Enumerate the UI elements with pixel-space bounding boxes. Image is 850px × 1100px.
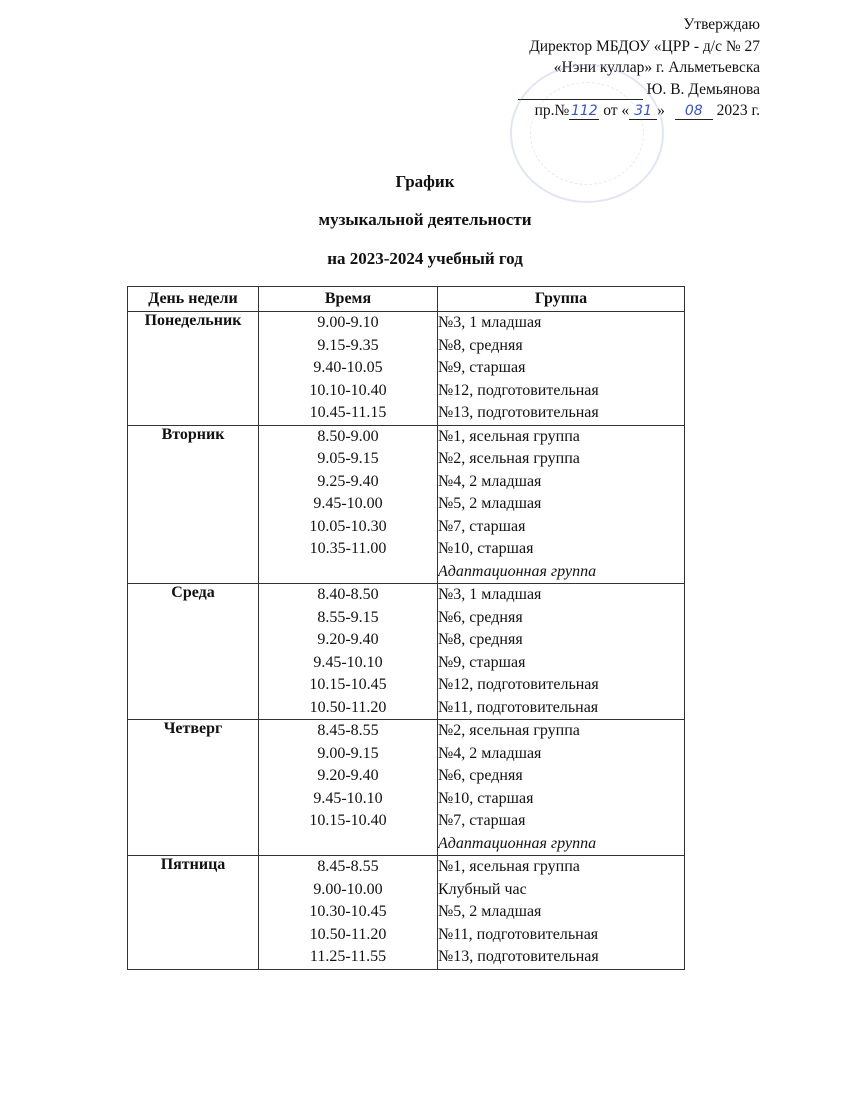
header-group: Группа [438, 287, 685, 312]
order-year: 2023 г. [716, 102, 760, 119]
time-slot: 9.00-9.10 [317, 314, 379, 331]
document-title: График [395, 172, 455, 191]
group-entry: №4, 2 младшая [438, 472, 542, 490]
table-row [128, 856, 685, 970]
header-day: День недели [128, 287, 259, 312]
order-number: 112 [570, 103, 598, 119]
group-entry: №2, ясельная группа [438, 722, 580, 739]
time-slot: 9.25-9.40 [317, 472, 379, 490]
group-entry: №1, ясельная группа [438, 427, 580, 445]
group-cell [438, 312, 685, 426]
document-year: на 2023-2024 учебный год [327, 249, 523, 268]
time-slot: 9.20-9.40 [317, 767, 379, 784]
signature-name: Ю. В. Демьянова [646, 80, 760, 98]
time-slot: 10.45-11.15 [309, 404, 387, 421]
time-slot: 9.45-10.10 [313, 653, 383, 671]
time-slot: 10.30-10.45 [309, 903, 387, 920]
table-row [128, 312, 685, 426]
time-slot: 8.50-9.00 [317, 427, 379, 445]
group-entry: №3, 1 младшая [438, 586, 542, 603]
table-row [128, 584, 685, 720]
order-month: 08 [675, 103, 713, 120]
group-entry: №2, ясельная группа [438, 450, 580, 467]
approval-line-1: Утверждаю [683, 16, 760, 33]
day-cell: Понедельник [128, 312, 259, 426]
group-cell [438, 856, 685, 970]
time-cell [259, 425, 438, 584]
day-cell: Вторник [128, 425, 259, 584]
group-entry: №13, подготовительная [438, 404, 599, 421]
time-slot: 8.45-8.55 [317, 722, 379, 739]
schedule-table [127, 286, 685, 970]
header-time: Время [259, 287, 438, 312]
time-slot: 10.15-10.45 [309, 676, 387, 693]
table-row [128, 425, 685, 584]
group-entry: №11, подготовительная [438, 925, 599, 943]
group-entry: №8, средняя [438, 631, 523, 648]
time-slot: 9.45-10.00 [313, 495, 383, 512]
group-entry: №9, старшая [438, 653, 526, 671]
time-slot: 11.25-11.55 [309, 948, 387, 965]
document-subtitle: музыкальной деятельности [318, 210, 532, 229]
approval-line-2: Директор МБДОУ «ЦРР - д/с № 27 [529, 37, 760, 55]
time-slot: 9.00-9.15 [317, 744, 379, 762]
time-slot: 8.40-8.50 [317, 586, 379, 603]
time-slot: 10.10-10.40 [309, 381, 387, 399]
group-cell [438, 584, 685, 720]
order-from: от « [603, 102, 630, 119]
group-entry-extra: Адаптационная группа [438, 834, 597, 852]
group-entry: №1, ясельная группа [438, 858, 580, 875]
time-slot: 8.45-8.55 [317, 858, 379, 875]
group-entry: №10, старшая [438, 540, 534, 557]
time-cell [259, 312, 438, 426]
time-slot: 10.35-11.00 [309, 540, 387, 557]
time-slot: 10.50-11.20 [309, 698, 387, 716]
group-entry: №3, 1 младшая [438, 314, 542, 331]
order-prefix: пр.№ [534, 102, 570, 119]
time-slot: 10.05-10.30 [309, 517, 387, 535]
order-quote-close: » [657, 102, 665, 119]
group-entry: №4, 2 младшая [438, 744, 542, 762]
group-entry: №7, старшая [438, 517, 526, 535]
time-slot: 8.55-9.15 [317, 608, 379, 626]
group-entry: №6, средняя [438, 608, 523, 626]
day-cell: Четверг [128, 720, 259, 856]
time-slot: 9.40-10.05 [313, 359, 383, 376]
group-entry: №12, подготовительная [438, 676, 599, 693]
group-entry: Клубный час [438, 880, 527, 898]
group-entry: №6, средняя [438, 767, 523, 784]
order-day: 31 [629, 103, 657, 120]
time-slot: 10.15-10.40 [309, 812, 387, 829]
time-cell [259, 584, 438, 720]
group-entry: №11, подготовительная [438, 698, 599, 716]
group-entry: №12, подготовительная [438, 381, 599, 399]
time-slot: 9.15-9.35 [317, 336, 379, 354]
group-cell [438, 720, 685, 856]
time-slot: 9.00-10.00 [313, 880, 383, 898]
day-cell: Среда [128, 584, 259, 720]
group-entry: №8, средняя [438, 336, 523, 354]
time-slot: 10.50-11.20 [309, 925, 387, 943]
table-header-row [128, 287, 685, 312]
group-entry: №5, 2 младшая [438, 495, 542, 512]
time-slot: 9.20-9.40 [317, 631, 379, 648]
group-cell [438, 425, 685, 584]
table-row [128, 720, 685, 856]
group-entry: №5, 2 младшая [438, 903, 542, 920]
group-entry: №13, подготовительная [438, 948, 599, 965]
group-entry: №7, старшая [438, 812, 526, 829]
schedule-body [128, 312, 685, 970]
group-entry-extra: Адаптационная группа [438, 562, 597, 580]
time-slot: 9.05-9.15 [317, 450, 379, 467]
time-cell [259, 720, 438, 856]
time-slot: 9.45-10.10 [313, 789, 383, 807]
day-cell: Пятница [128, 856, 259, 970]
approval-line-3: «Нэни куллар» г. Альметьевска [553, 59, 760, 76]
group-entry: №9, старшая [438, 359, 526, 376]
group-entry: №10, старшая [438, 789, 534, 807]
time-cell [259, 856, 438, 970]
